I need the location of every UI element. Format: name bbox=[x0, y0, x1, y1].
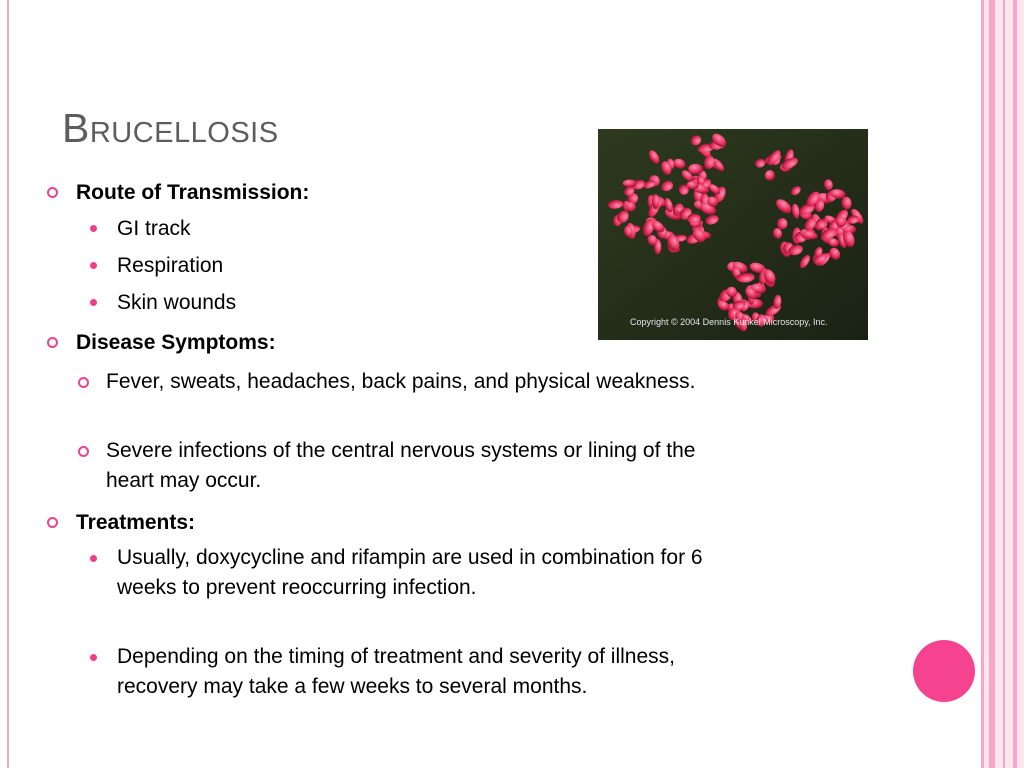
list-item: Severe infections of the central nervous systems or lining of the heart may occur. bbox=[106, 439, 696, 492]
left-frame-line bbox=[7, 0, 9, 768]
list-item: Fever, sweats, headaches, back pains, and physical weakness. bbox=[106, 370, 696, 393]
sub-bullet-ring-icon bbox=[78, 446, 89, 457]
bullet-dot-icon bbox=[90, 654, 97, 661]
section-heading-symptoms: Disease Symptoms: bbox=[76, 331, 276, 354]
section-bullet-icon bbox=[47, 337, 58, 348]
list-item: Skin wounds bbox=[117, 291, 237, 314]
section-heading-transmission: Route of Transmission: bbox=[76, 181, 310, 204]
bacterium-cell bbox=[623, 180, 637, 187]
bullet-dot-icon bbox=[90, 555, 97, 562]
right-frame-line-1 bbox=[981, 0, 984, 768]
decorative-pink-circle bbox=[913, 640, 975, 702]
bullet-dot-icon bbox=[90, 262, 97, 269]
list-item: GI track bbox=[117, 217, 191, 240]
slide-title: Brucellosis bbox=[62, 105, 279, 151]
section-bullet-icon bbox=[47, 187, 58, 198]
section-bullet-icon bbox=[47, 517, 58, 528]
bullet-dot-icon bbox=[90, 225, 97, 232]
bullet-dot-icon bbox=[90, 299, 97, 306]
image-caption: Copyright © 2004 Dennis Kunkel Microscopy, Inc. bbox=[630, 317, 828, 327]
sub-bullet-ring-icon bbox=[78, 377, 89, 388]
right-frame-line-4 bbox=[1013, 0, 1017, 768]
list-item: Respiration bbox=[117, 254, 224, 277]
list-item: Usually, doxycycline and rifampin are used in combination for 6 weeks to prevent reoccurring infection. bbox=[117, 546, 703, 599]
right-frame-line-3 bbox=[1003, 0, 1005, 768]
right-frame-line-2 bbox=[989, 0, 995, 768]
list-item: Depending on the timing of treatment and severity of illness, recovery may take a few weeks to several months. bbox=[117, 645, 675, 698]
section-heading-treatments: Treatments: bbox=[76, 511, 196, 534]
